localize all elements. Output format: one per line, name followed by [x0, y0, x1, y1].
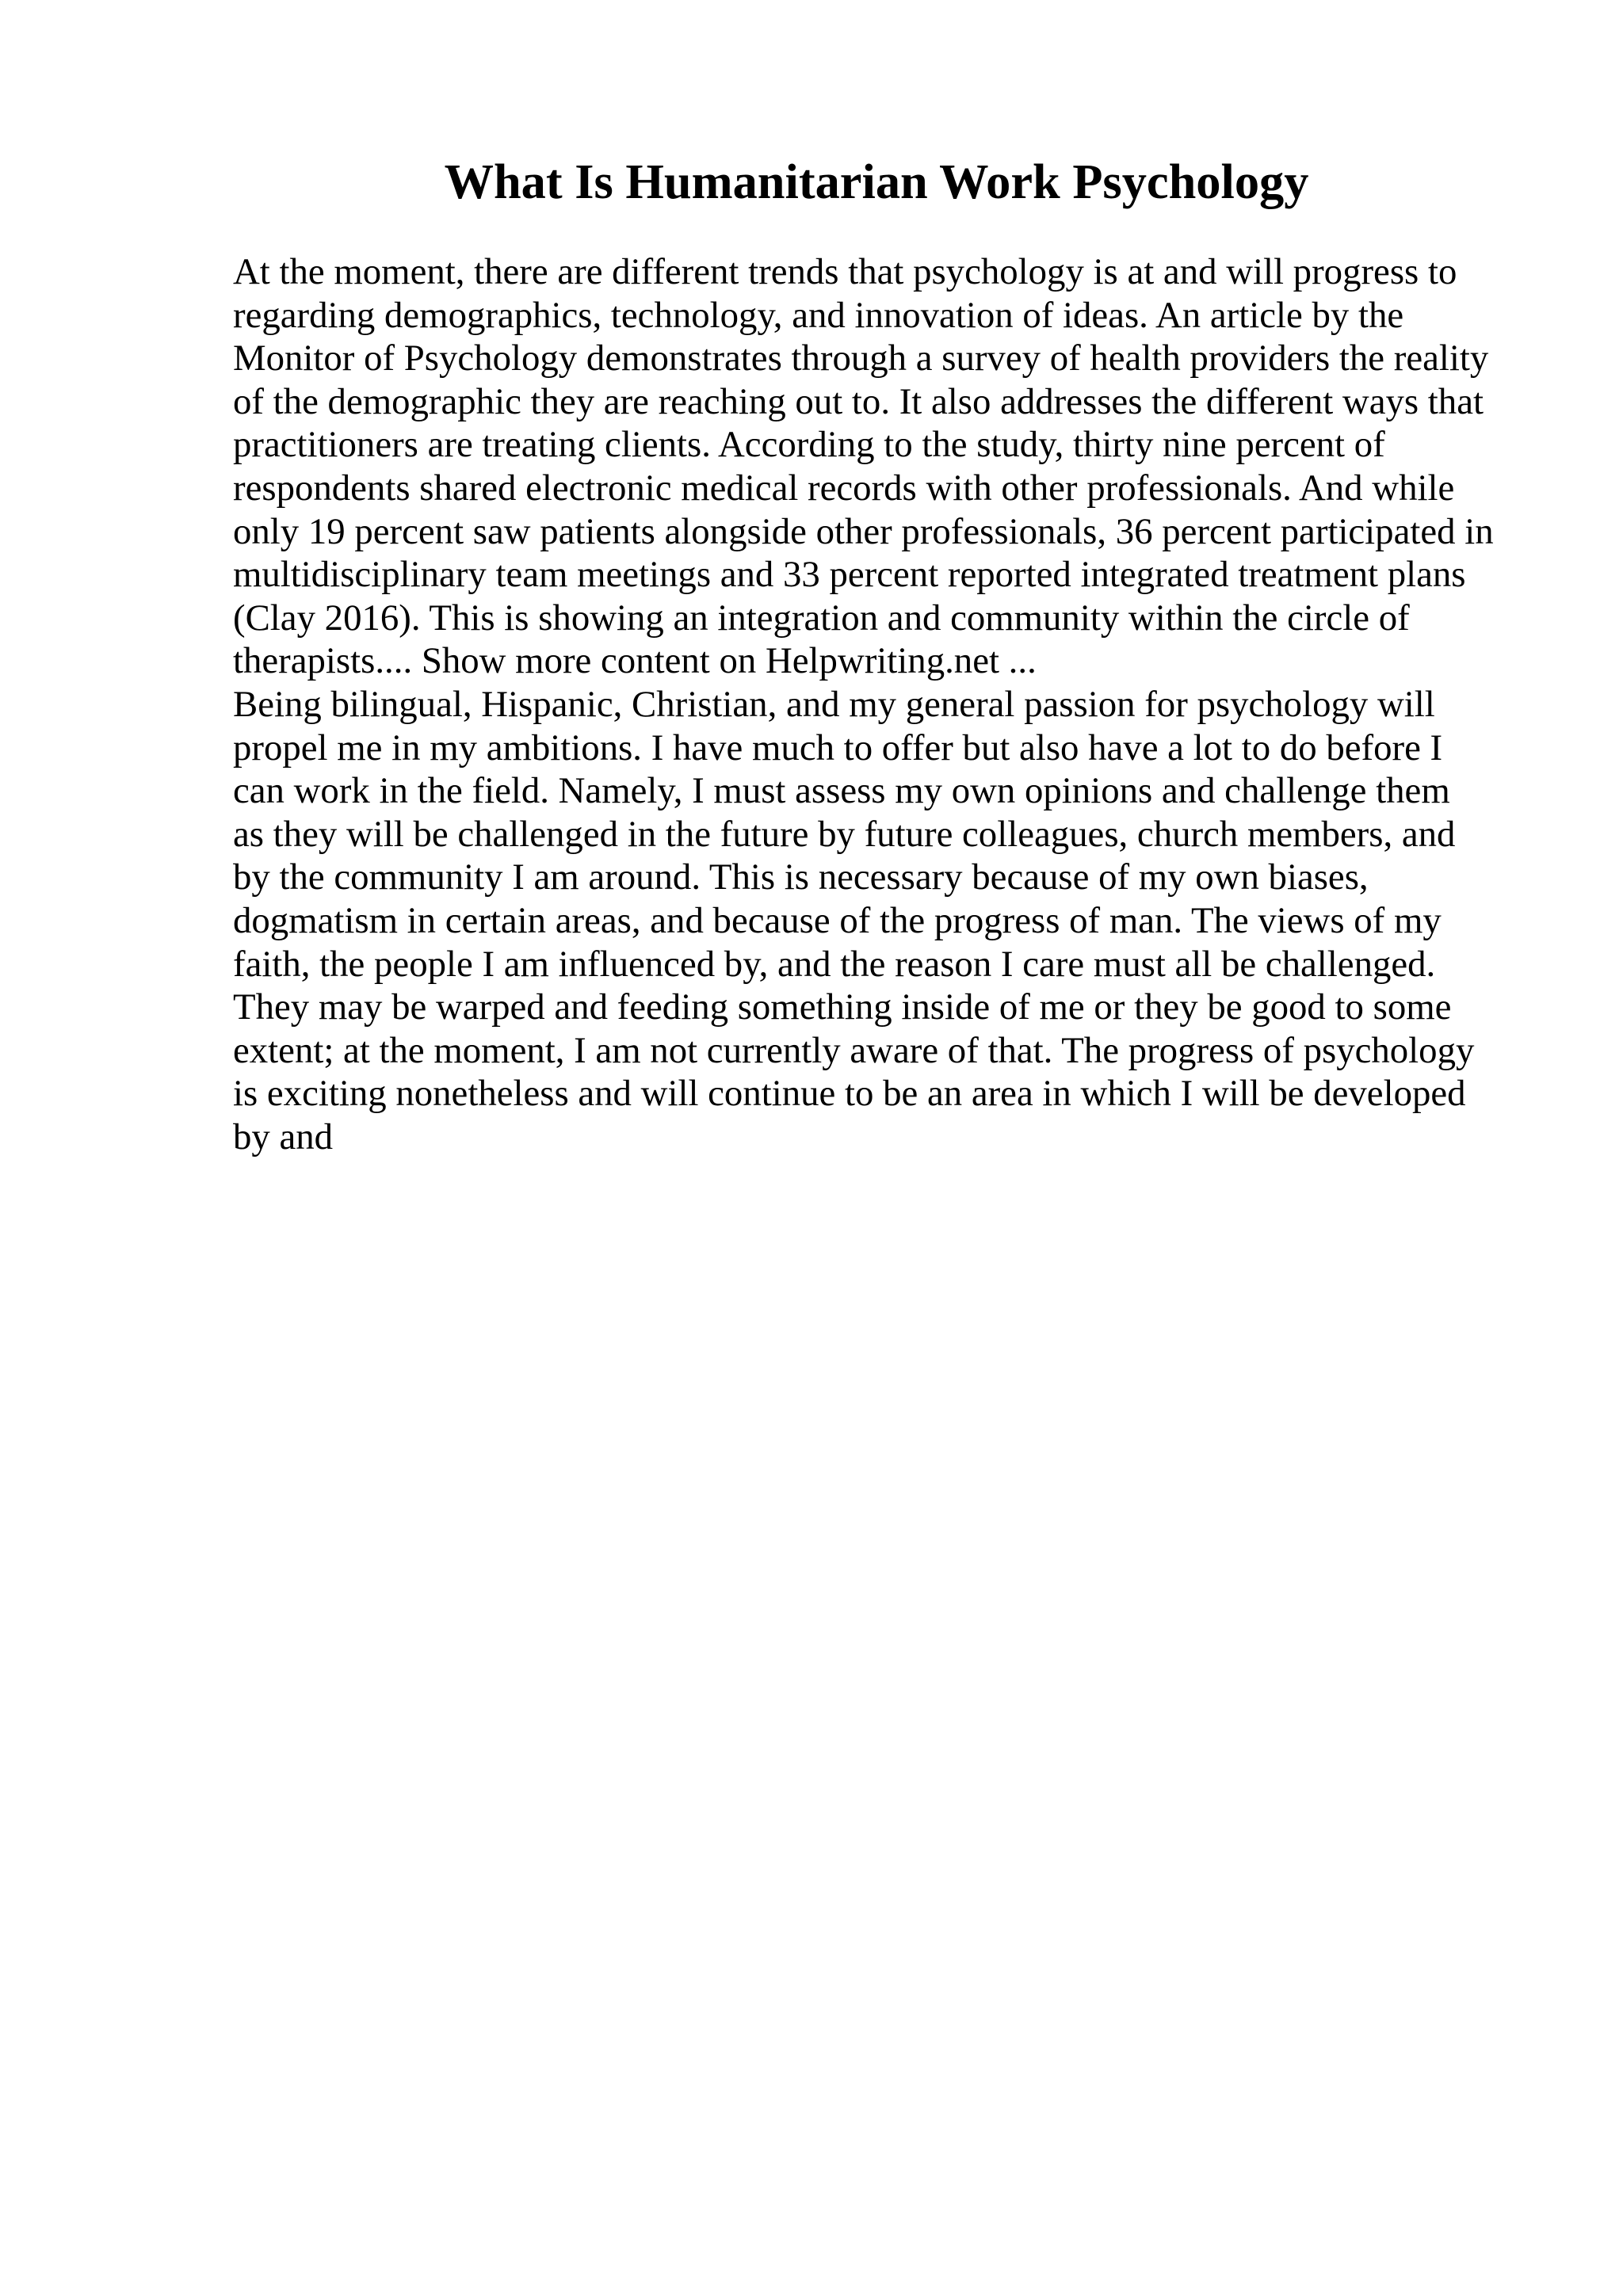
body-line: respondents shared electronic medical records with other professionals. And while [233, 467, 1455, 509]
body-line: by and [233, 1116, 334, 1158]
body-line: faith, the people I am influenced by, and the reason I care must all be challenged. [233, 943, 1436, 985]
body-line: by the community I am around. This is necessary because of my own biases, [233, 856, 1369, 898]
body-line: (Clay 2016). This is showing an integration and community within the circle of [233, 597, 1410, 639]
body-line: is exciting nonetheless and will continue to be an area in which I will be developed [233, 1073, 1466, 1115]
body-line: of the demographic they are reaching out to. It also addresses the different ways that [233, 380, 1484, 422]
page-title: What Is Humanitarian Work Psychology [444, 154, 1309, 209]
body-line: multidisciplinary team meetings and 33 percent reported integrated treatment plans [233, 554, 1466, 596]
body-paragraph-2 [233, 683, 1494, 1159]
document-body [233, 250, 1494, 1158]
body-line: They may be warped and feeding something inside of me or they be good to some [233, 986, 1452, 1028]
body-line: propel me in my ambitions. I have much to offer but also have a lot to do before I [233, 727, 1443, 769]
body-line: practitioners are treating clients. According to the study, thirty nine percent of [233, 424, 1385, 466]
body-line: dogmatism in certain areas, and because of the progress of man. The views of my [233, 899, 1442, 941]
body-line: as they will be challenged in the future by future colleagues, church members, and [233, 813, 1456, 855]
body-line: therapists.... Show more content on Helpwriting.net ... [233, 640, 1037, 682]
body-paragraph-1 [233, 250, 1494, 683]
body-line: regarding demographics, technology, and innovation of ideas. An article by the [233, 294, 1404, 336]
body-line: Monitor of Psychology demonstrates through a survey of health providers the reality [233, 338, 1489, 379]
body-line: only 19 percent saw patients alongside other professionals, 36 percent participated in [233, 510, 1494, 552]
body-line: Being bilingual, Hispanic, Christian, and my general passion for psychology will [233, 683, 1435, 725]
body-line: At the moment, there are different trends that psychology is at and will progress to [233, 251, 1457, 292]
body-line: can work in the field. Namely, I must assess my own opinions and challenge them [233, 770, 1450, 812]
body-line: extent; at the moment, I am not currently aware of that. The progress of psychology [233, 1029, 1475, 1071]
